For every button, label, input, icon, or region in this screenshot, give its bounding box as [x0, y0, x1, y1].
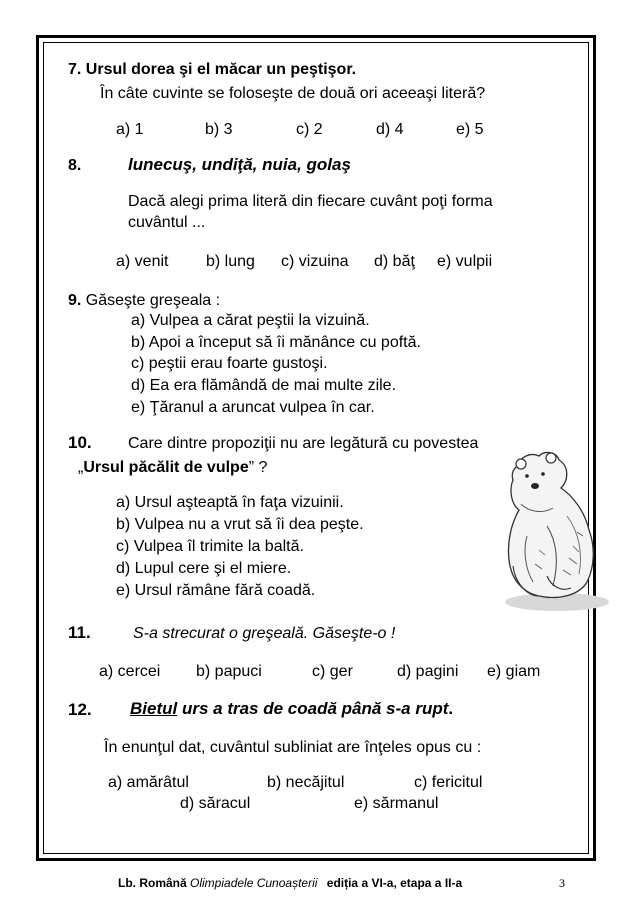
q7-option-b: b) 3 — [205, 121, 233, 138]
q9-title: Găseşte greşeala : — [81, 292, 221, 309]
q9-option-d: d) Ea era flămândă de mai multe zile. — [131, 377, 397, 394]
q12-underlined-word: Bietul — [130, 699, 178, 718]
q10-question: Care dintre propoziţii nu are legătură cu povestea — [128, 435, 479, 452]
q11-option-a: a) cercei — [99, 663, 161, 680]
q11-option-d: d) pagini — [397, 663, 459, 680]
q7-question: În câte cuvinte se foloseşte de două ori aceeaşi literă? — [100, 85, 486, 102]
q12-sentence-end: . — [448, 699, 454, 718]
q9-option-c: c) peştii erau foarte gustoşi. — [131, 355, 328, 372]
page-number: 3 — [559, 876, 565, 890]
q12-option-a: a) amărâtul — [108, 774, 189, 791]
q10-story-line — [78, 458, 267, 477]
q12-option-e: e) sărmanul — [354, 795, 439, 812]
q9-option-b: b) Apoi a început să îi mănânce cu poftă. — [131, 334, 421, 351]
q8-question-line1: Dacă alegi prima literă din fiecare cuvânt poţi forma — [128, 193, 493, 210]
q10-option-a: a) Ursul aşteaptă în faţa vizuinii. — [116, 494, 344, 511]
q12-question: În enunţul dat, cuvântul subliniat are înţeles opus cu : — [104, 739, 482, 756]
q11-option-b: b) papuci — [196, 663, 262, 680]
footer-edition: ediția a VI-a, etapa a II-a — [326, 876, 463, 890]
q10-option-b: b) Vulpea nu a vrut să îi dea peşte. — [116, 516, 364, 533]
q7-title: 7. Ursul dorea şi el măcar un peştişor. — [68, 61, 357, 78]
q8-option-d: d) băţ — [374, 253, 415, 270]
page-footer — [118, 876, 462, 890]
q12-option-c: c) fericitul — [414, 774, 483, 791]
q10-option-c: c) Vulpea îl trimite la baltă. — [116, 538, 304, 555]
q10-story-title: Ursul păcălit de vulpe — [83, 459, 249, 476]
q8-words: lunecuş, undiţă, nuia, golaş — [128, 155, 351, 174]
q11-option-c: c) ger — [312, 663, 353, 680]
q12-option-b: b) necăjitul — [267, 774, 345, 791]
q8-option-e: e) vulpii — [437, 253, 493, 270]
q8-option-b: b) lung — [206, 253, 255, 270]
q8-option-c: c) vizuina — [281, 253, 349, 270]
q7-option-e: e) 5 — [456, 121, 484, 138]
q9-option-a: a) Vulpea a cărat peştii la vizuină. — [131, 312, 370, 329]
q10-option-e: e) Ursul rămâne fără coadă. — [116, 582, 316, 599]
q9-heading — [68, 291, 220, 310]
q10-story-open: „ — [78, 459, 84, 476]
q9-number: 9. — [68, 292, 82, 309]
q10-number: 10. — [68, 433, 92, 452]
q8-number: 8. — [68, 157, 82, 174]
q8-question-line2: cuvântul ... — [128, 214, 206, 231]
q7-option-c: c) 2 — [296, 121, 323, 138]
footer-subject: Lb. Română — [118, 876, 187, 890]
q12-sentence — [130, 699, 453, 718]
q11-number: 11. — [68, 623, 91, 642]
footer-contest: Olimpiadele Cunoașterii — [190, 876, 318, 890]
q11-option-e: e) giam — [487, 663, 541, 680]
q9-option-e: e) Ţăranul a aruncat vulpea în car. — [131, 399, 375, 416]
q11-instruction: S-a strecurat o greşeală. Găseşte-o ! — [133, 625, 396, 642]
q10-story-close: ” ? — [248, 459, 268, 476]
q12-option-d: d) săracul — [180, 795, 251, 812]
q10-option-d: d) Lupul cere şi el miere. — [116, 560, 292, 577]
q12-number: 12. — [68, 700, 92, 719]
q8-option-a: a) venit — [116, 253, 169, 270]
q12-sentence-rest: urs a tras de coadă până s-a rupt — [177, 699, 449, 718]
q7-option-d: d) 4 — [376, 121, 404, 138]
q7-option-a: a) 1 — [116, 121, 144, 138]
bear-illustration — [487, 446, 613, 616]
